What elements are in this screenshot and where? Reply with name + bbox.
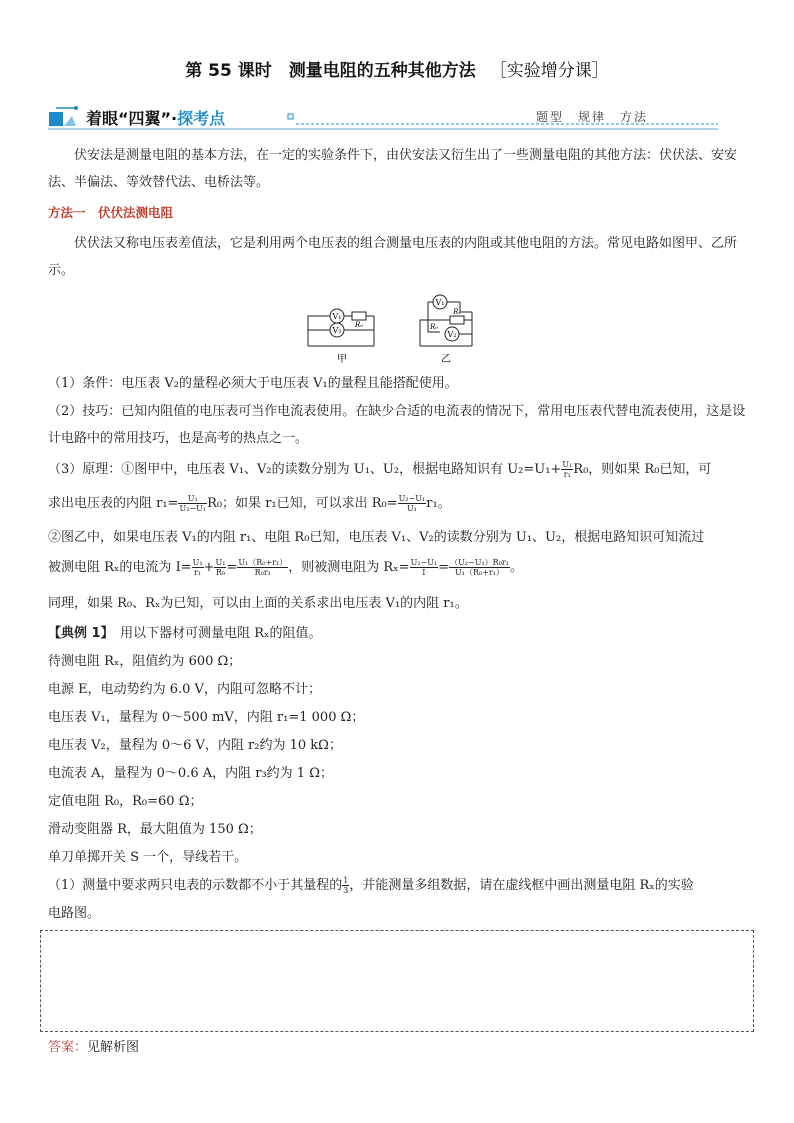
fraction xyxy=(398,494,427,513)
principle-text-c: 求出电压表的内阻 r₁= xyxy=(48,496,179,511)
equipment-item: 电源 E，电动势约为 6.0 V，内阻可忽略不计； xyxy=(48,682,321,697)
fraction xyxy=(561,460,573,479)
fraction-numerator: U₁ xyxy=(562,460,573,469)
condition-point: （1）条件：电压表 V₂的量程必须大于电压表 V₁的量程且能搭配使用。 xyxy=(48,376,458,391)
equipment-item: 电压表 V₂，量程为 0～6 V，内阻 r₂约为 10 kΩ； xyxy=(48,738,342,753)
method-description: 伏伏法又称电压表差值法，它是利用两个电压表的组合测量电压表的内阻或其他电阻的方法。常见电路如图甲、乙所示。 xyxy=(48,236,738,278)
fig-a-r0-label: R₀ xyxy=(354,321,364,329)
principle-text-a: （3）原理：①图甲中，电压表 V₁、V₂的读数分别为 U₁、U₂，根据电路知识有 U₂=U₁+ xyxy=(48,462,562,477)
section-banner xyxy=(46,102,718,134)
fraction-denominator: r₁ xyxy=(563,470,571,479)
banner-label-accent: 探考点 xyxy=(177,109,226,128)
banner-label xyxy=(86,106,225,129)
principle-text-i: 。 xyxy=(509,560,523,575)
equipment-item: 待测电阻 Rₓ，阻值约为 600 Ω； xyxy=(48,654,242,669)
method-heading: 方法一 伏伏法测电阻 xyxy=(48,205,174,220)
fig-b-v1-label: V₁ xyxy=(435,298,445,307)
fraction-numerator: U₁（R₀+r₁） xyxy=(238,558,288,567)
fraction-denominator: I xyxy=(422,568,426,577)
fraction-numerator: U₁ xyxy=(178,494,207,504)
principle-line-5: 同理，如果 R₀、Rₓ为已知，可以由上面的关系求出电压表 V₁的内阻 r₁。 xyxy=(48,596,468,611)
fig-b-v2-label: V₂ xyxy=(447,330,457,339)
fraction-denominator: U₁ xyxy=(406,504,417,513)
equipment-item: 电压表 V₁，量程为 0～500 mV，内阻 r₁=1 000 Ω； xyxy=(48,710,365,725)
circuit-diagrams xyxy=(300,294,500,366)
principle-text-e: r₁。 xyxy=(426,496,451,511)
intro-paragraph: 伏安法是测量电阻的基本方法，在一定的实验条件下，由伏安法又衍生出了一些测量电阻的其他方法：伏伏法、安安法、半偏法、等效替代法、电桥法等。 xyxy=(48,148,738,190)
question-text-a: （1）测量中要求两只电表的示数都不小于其量程的 xyxy=(48,878,343,893)
answer-line xyxy=(48,1036,139,1055)
fraction-denominator: U₂−U₁ xyxy=(179,504,207,513)
fraction xyxy=(214,558,226,577)
principle-text-g: 被测电阻 Rₓ的电流为 I= xyxy=(48,560,192,575)
fraction-numerator: U₁ xyxy=(192,558,203,567)
equipment-item: 定值电阻 R₀，R₀=60 Ω； xyxy=(48,794,203,809)
question-text-b: ，并能测量多组数据，请在虚线框中画出测量电阻 Rₓ的实验 xyxy=(349,878,694,893)
page-title xyxy=(0,56,794,81)
principle-line-3: ②图乙中，如果电压表 V₁的内阻 r₁、电阻 R₀已知，电压表 V₁、V₂的读数分别为 U₁、U₂，根据电路知识可知流过 xyxy=(48,530,705,545)
banner-label-main: 着眼“四翼”· xyxy=(86,109,178,128)
fraction xyxy=(237,558,288,577)
banner-right: 题型 规律 方法 xyxy=(535,110,648,124)
equipment-item: 电流表 A，量程为 0～0.6 A，内阻 r₃约为 1 Ω； xyxy=(48,766,333,781)
answer-text: 见解析图 xyxy=(87,1040,140,1055)
question-line-1 xyxy=(48,874,694,895)
principle-line-2 xyxy=(48,492,451,513)
answer-drawing-box[interactable] xyxy=(40,930,754,1032)
example-heading xyxy=(48,622,322,641)
principle-line-4: 被测电阻 Rₓ的电流为 I= $\frac{\text{U₁}}{\text{r₁}}$ + $\frac{\text{U₁}}{\text{R₀}}$ = $\frac{\text{U₁（R₀+r₁）}}{\text{R₀r₁}}$ ，则被测电阻为 Rₓ= $\frac{\text{U₂−U₁}}{I}$ = $\frac{\text{（U₂−U₁）R₀r₁}}{\text{U₁（R₀+r₁）}}$ 。 xyxy=(48,558,523,577)
example-label: 【典例 1】 xyxy=(48,626,108,641)
fig-b-caption: 乙 xyxy=(441,354,451,365)
fraction-denominator: r₁ xyxy=(194,568,202,577)
fraction-numerator: （U₂−U₁）R₀r₁ xyxy=(450,558,509,567)
fig-a-caption: 甲 xyxy=(337,354,347,365)
fraction xyxy=(192,558,204,577)
equipment-item: 单刀单掷开关 S 一个，导线若干。 xyxy=(48,850,248,865)
fig-b-r0-label: R₀ xyxy=(429,323,439,331)
principle-text-b: R₀，则如果 R₀已知，可 xyxy=(573,462,712,477)
fraction xyxy=(449,558,510,577)
technique-point: （2）技巧：已知内阻值的电压表可当作电流表使用。在缺少合适的电流表的情况下，常用电压表代替电流表使用，这是设计电路中的常用技巧，也是高考的热点之一。 xyxy=(48,404,746,446)
fig-b-rx-label: Rₓ xyxy=(453,308,461,316)
fraction-denominator: R₀ xyxy=(215,568,226,577)
principle-text-h: ，则被测电阻为 Rₓ= xyxy=(288,560,410,575)
fraction-denominator: U₁（R₀+r₁） xyxy=(455,568,504,577)
title-tag: ［实验增分课］ xyxy=(489,61,609,81)
fraction-denominator: R₀r₁ xyxy=(254,568,271,577)
question-line-2: 电路图。 xyxy=(48,906,101,921)
fraction-numerator: U₁ xyxy=(215,558,226,567)
fraction xyxy=(178,494,207,513)
principle-line-1 xyxy=(48,458,711,479)
example-prompt: 用以下器材可测量电阻 Rₓ的阻值。 xyxy=(107,626,322,641)
fig-a-v1-label: V₁ xyxy=(332,312,342,321)
fraction-numerator: 1 xyxy=(343,876,349,885)
principle-text-d: R₀；如果 r₁已知，可以求出 R₀= xyxy=(207,496,398,511)
fig-a-v2-label: V₂ xyxy=(332,326,342,335)
fraction xyxy=(410,558,439,577)
fraction-numerator: U₂−U₁ xyxy=(410,558,438,567)
title-text: 第 55 课时 测量电阻的五种其他方法 xyxy=(185,61,476,81)
fraction-denominator: 3 xyxy=(343,886,349,895)
equipment-item: 滑动变阻器 R，最大阻值为 150 Ω； xyxy=(48,822,262,837)
fraction-numerator: U₂−U₁ xyxy=(398,494,426,503)
answer-label: 答案： xyxy=(48,1040,88,1055)
